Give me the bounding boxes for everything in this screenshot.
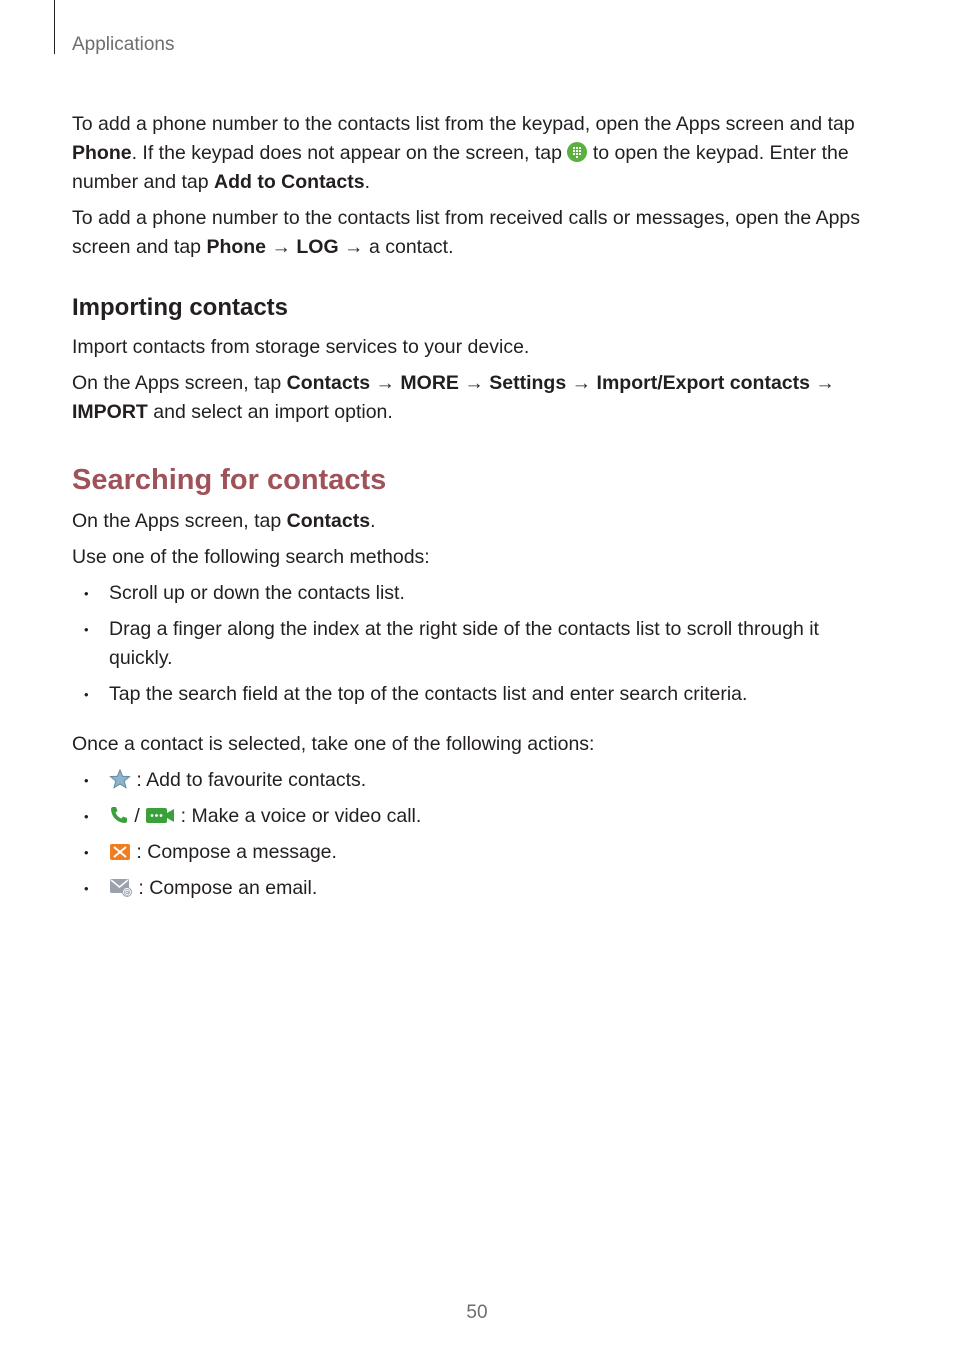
heading-importing-contacts: Importing contacts <box>72 294 289 321</box>
list-item: • Scroll up or down the contacts list. <box>72 579 872 608</box>
bullet: • <box>84 773 89 788</box>
section-header: Applications <box>72 34 175 55</box>
bullet: • <box>84 809 89 824</box>
paragraph-search-open: On the Apps screen, tap Contacts. <box>72 510 376 532</box>
page-number: 50 <box>466 1302 488 1323</box>
contact-actions-list <box>72 766 872 903</box>
paragraph-add-from-keypad: To add a phone number to the contacts list from the keypad, open the Apps screen and tap Phone. If the keypad does not appear on the screen, tap to open the keypad. Enter the number and tap Add to Contacts. <box>72 113 855 193</box>
list-item: • Drag a finger along the index at the right side of the contacts list to scroll through it quickly. <box>72 615 872 673</box>
bullet: • <box>84 586 89 601</box>
header-rule <box>54 0 55 54</box>
list-item: • : Compose a message. <box>72 838 872 867</box>
list-item: • @ : Compose an email. <box>72 874 872 903</box>
email-icon <box>109 877 133 897</box>
paragraph-actions-intro: Once a contact is selected, take one of the following actions: <box>72 733 595 755</box>
star-icon <box>109 769 131 789</box>
svg-text:@: @ <box>123 888 131 897</box>
heading-searching-contacts: Searching for contacts <box>72 464 387 496</box>
paragraph-import-steps: On the Apps screen, tap Contacts → MORE → Settings → Import/Export contacts → IMPORT and select an import option. <box>72 372 835 423</box>
search-methods-list <box>72 579 872 709</box>
list-item: • / : Make a voice or video call. <box>72 802 872 831</box>
bullet: • <box>84 687 89 702</box>
message-icon <box>109 843 131 861</box>
keypad-icon <box>567 142 587 162</box>
paragraph-add-from-log: To add a phone number to the contacts list from received calls or messages, open the Apps screen and tap Phone → LOG → a contact. <box>72 207 861 258</box>
list-item: • Tap the search field at the top of the contacts list and enter search criteria. <box>72 680 872 709</box>
paragraph-import-intro: Import contacts from storage services to your device. <box>72 336 530 358</box>
list-item: • : Add to favourite contacts. <box>72 766 872 795</box>
page-content <box>72 110 872 910</box>
paragraph-search-methods-intro: Use one of the following search methods: <box>72 546 430 568</box>
bullet: • <box>84 845 89 860</box>
video-call-icon <box>145 805 175 825</box>
bullet: • <box>84 622 89 637</box>
bullet: • <box>84 881 89 896</box>
phone-icon <box>109 805 129 825</box>
